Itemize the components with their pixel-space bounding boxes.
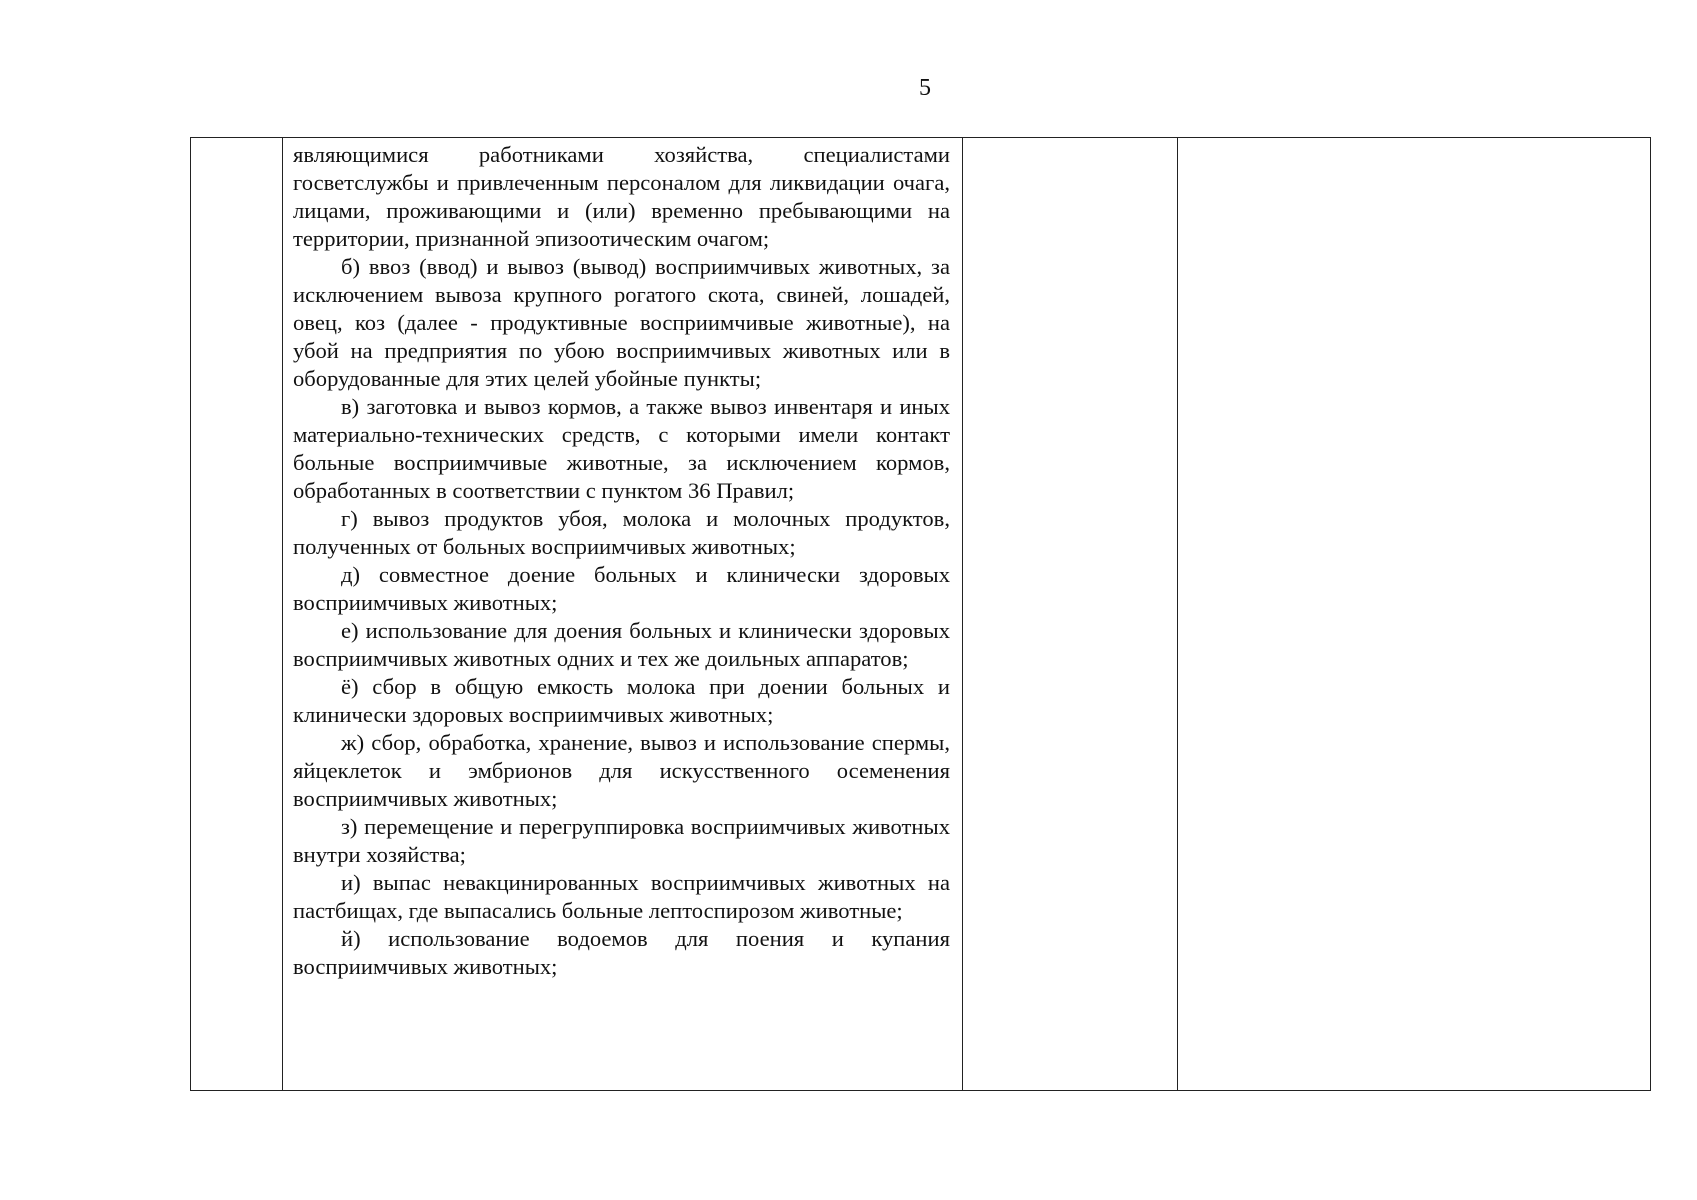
paragraph-item-d: д) совместное доение больных и клинически здоровых восприимчивых животных; [293, 562, 950, 615]
paragraph-item-g: г) вывоз продуктов убоя, молока и молочных продуктов, полученных от больных восприимчивых животных; [293, 506, 950, 559]
table-row [191, 138, 1651, 1091]
paragraph-continuation: являющимися работниками хозяйства, специалистами госветслужбы и привлеченным персоналом для ликвидации очага, лицами, проживающими и (или) временно пребывающими на территории, признанной эпизоотическим очагом; [293, 142, 950, 251]
page-number: 5 [919, 75, 931, 101]
paragraph-item-e: е) использование для доения больных и клинически здоровых восприимчивых животных одних и тех же доильных аппаратов; [293, 618, 950, 671]
paragraph-item-zh: ж) сбор, обработка, хранение, вывоз и использование спермы, яйцеклеток и эмбрионов для искусственного осеменения восприимчивых животных; [293, 730, 950, 811]
paragraph-item-yo: ё) сбор в общую емкость молока при доении больных и клинически здоровых восприимчивых животных; [293, 674, 950, 727]
table-cell-content [283, 138, 963, 1091]
table-cell-deadline [963, 138, 1178, 1091]
paragraph-item-v: в) заготовка и вывоз кормов, а также вывоз инвентаря и иных материально-технических средств, с которыми имели контакт больные восприимчивые животные, за исключением кормов, обработанных в соответствии с пунктом 36 Правил; [293, 394, 950, 503]
paragraph-item-b: б) ввоз (ввод) и вывоз (вывод) восприимчивых животных, за исключением вывоза крупного рогатого скота, свиней, лошадей, овец, коз (далее - продуктивные восприимчивые животные), на убой на предприятия по убою восприимчивых животных или в оборудованные для этих целей убойные пункты; [293, 254, 950, 391]
cell-text [283, 138, 962, 981]
paragraph-item-z: з) перемещение и перегруппировка восприимчивых животных внутри хозяйства; [293, 814, 950, 867]
paragraph-item-i: и) выпас невакцинированных восприимчивых животных на пастбищах, где выпасались больные лептоспирозом животные; [293, 870, 950, 923]
paragraph-item-y: й) использование водоемов для поения и купания восприимчивых животных; [293, 926, 950, 979]
table-cell-responsible [1178, 138, 1651, 1091]
table-cell-number [191, 138, 283, 1091]
document-table [190, 137, 1651, 1091]
